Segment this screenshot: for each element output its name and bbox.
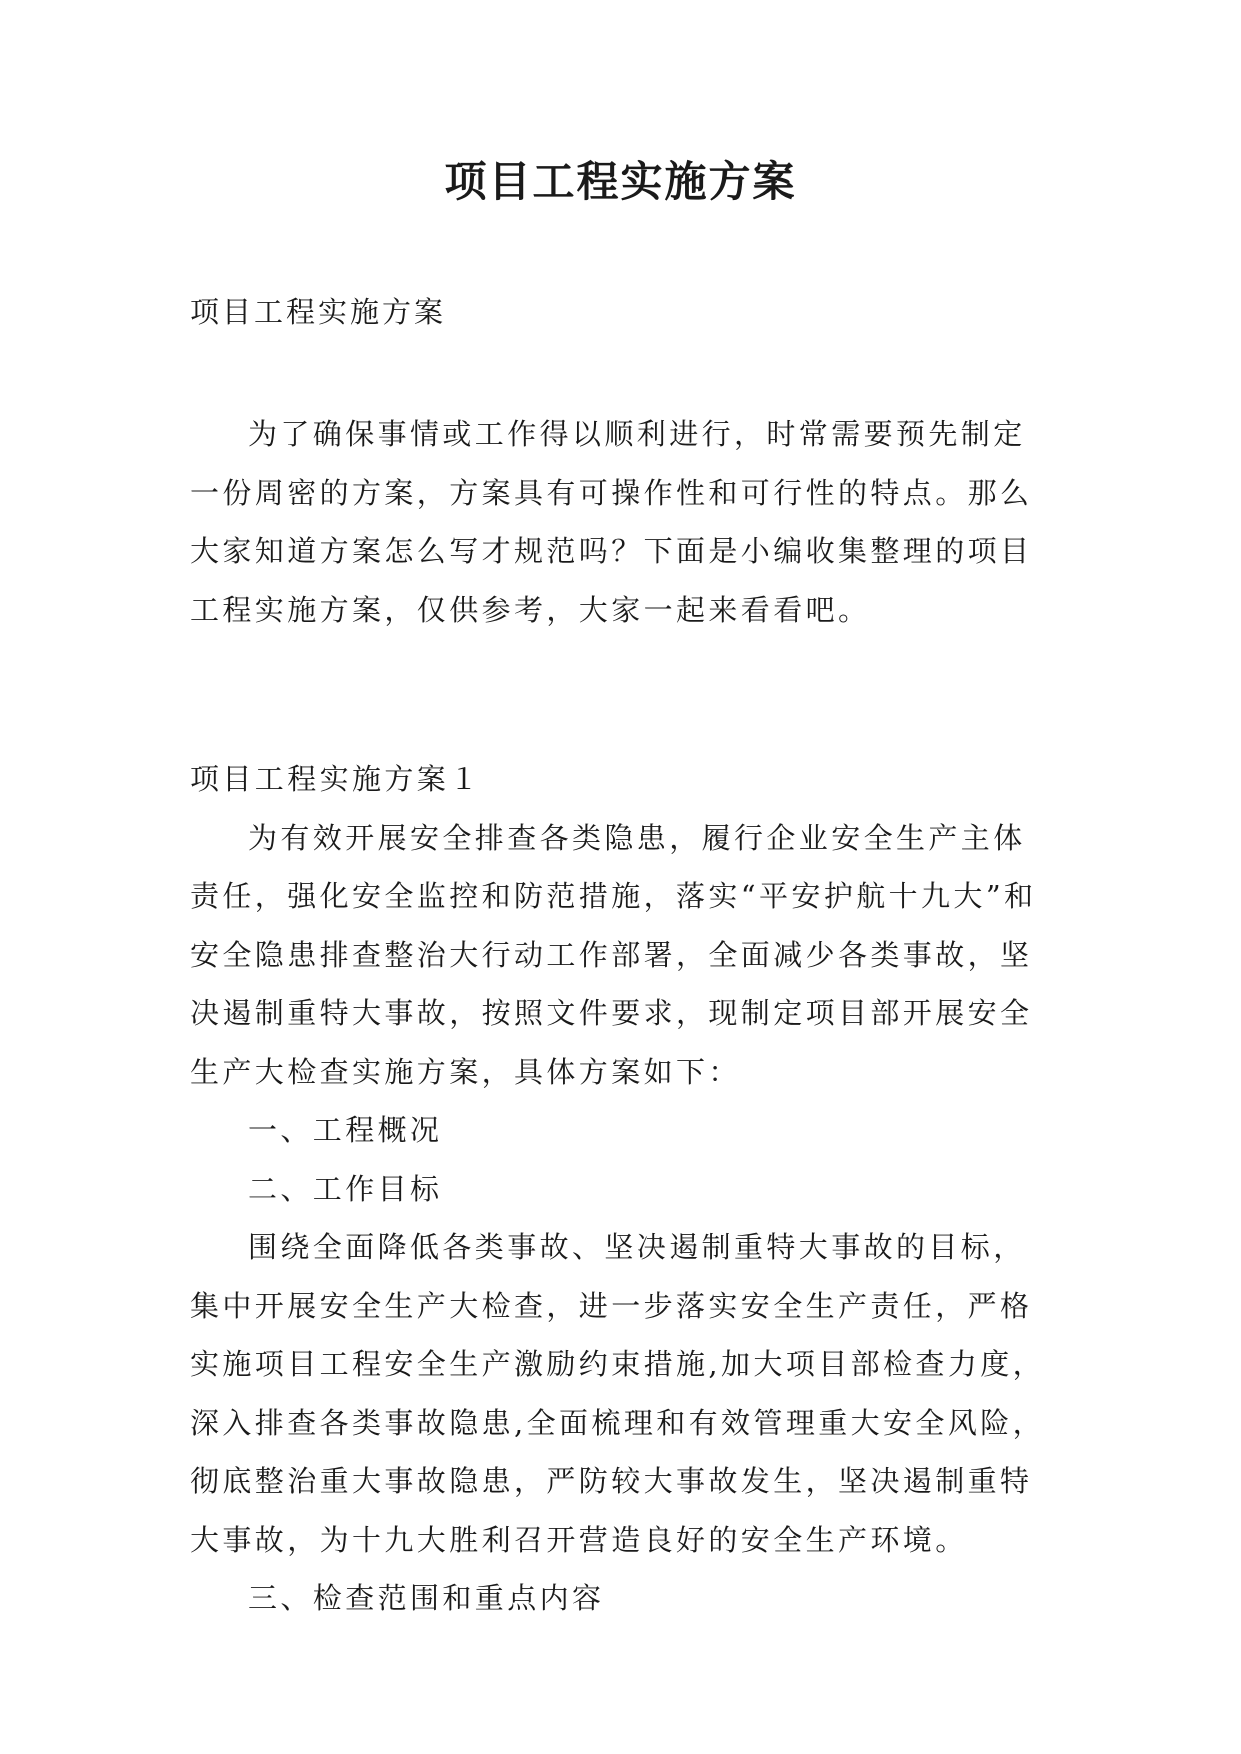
section-1-item-goals: 二、工作目标: [248, 1171, 443, 1206]
section-1-item-scope: 三、检查范围和重点内容: [248, 1581, 605, 1615]
document-title: 项目工程实施方案: [444, 157, 797, 206]
intro-section: [190, 405, 1052, 639]
section-1-item-overview: 一、工程概况: [248, 1113, 443, 1147]
section-1-paragraph-2: 围绕全面降低各类事故、坚决遏制重特大事故的目标，集中开展安全生产大检查，进一步落实安全生产责任，严格实施项目工程安全生产激励约束措施,加大项目部检查力度，深入排查各类事故隐患,全面梳理和有效管理重大安全风险，彻底整治重大事故隐患，严防较大事故发生，坚决遏制重特大事故，为十九大胜利召开营造良好的安全生产环境。: [190, 1230, 1046, 1557]
section-1: [190, 750, 1052, 1628]
document-subtitle: 项目工程实施方案: [190, 295, 447, 329]
section-1-paragraph-1: 为有效开展安全排查各类隐患，履行企业安全生产主体责任，强化安全监控和防范措施，落实“平安护航十九大”和安全隐患排查整治大行动工作部署，全面减少各类事故，坚决遏制重特大事故，按照文件要求，现制定项目部开展安全生产大检查实施方案，具体方案如下：: [190, 820, 1037, 1089]
intro-paragraph: 为了确保事情或工作得以顺利进行，时常需要预先制定一份周密的方案，方案具有可操作性和可行性的特点。那么大家知道方案怎么写才规范吗？下面是小编收集整理的项目工程实施方案，仅供参考，大家一起来看看吧。: [190, 417, 1033, 627]
section-1-heading: 项目工程实施方案１: [190, 762, 482, 796]
